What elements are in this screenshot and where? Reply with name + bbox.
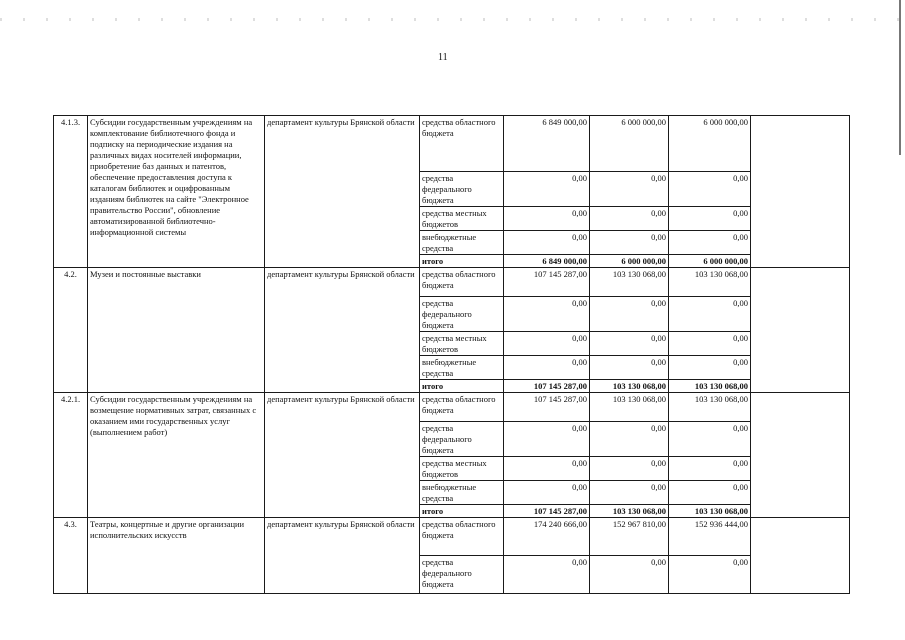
amount-cell: 0,00 (504, 172, 590, 207)
amount-cell: 174 240 666,00 (504, 518, 590, 556)
total-amount: 6 849 000,00 (504, 255, 590, 268)
row-executor: департамент культуры Брянской области (265, 116, 420, 268)
amount-cell: 0,00 (590, 231, 669, 255)
amount-cell: 0,00 (504, 422, 590, 457)
source-label: средства областного бюджета (420, 268, 504, 297)
amount-cell: 0,00 (504, 457, 590, 481)
empty-cell (751, 518, 850, 594)
amount-cell: 0,00 (590, 172, 669, 207)
amount-cell: 107 145 287,00 (504, 393, 590, 422)
source-label: средства областного бюджета (420, 116, 504, 172)
source-label: средства федерального бюджета (420, 422, 504, 457)
amount-cell: 0,00 (669, 422, 751, 457)
source-label: средства местных бюджетов (420, 332, 504, 356)
total-amount: 103 130 068,00 (590, 380, 669, 393)
source-label: средства областного бюджета (420, 518, 504, 556)
amount-cell: 6 000 000,00 (590, 116, 669, 172)
source-label: средства федерального бюджета (420, 556, 504, 594)
amount-cell: 0,00 (504, 481, 590, 505)
amount-cell: 0,00 (669, 207, 751, 231)
amount-cell: 0,00 (504, 207, 590, 231)
source-label: средства федерального бюджета (420, 297, 504, 332)
amount-cell: 0,00 (590, 556, 669, 594)
row-code: 4.2.1. (54, 393, 88, 518)
amount-cell: 0,00 (669, 556, 751, 594)
source-label: внебюджетные средства (420, 231, 504, 255)
row-code: 4.1.3. (54, 116, 88, 268)
amount-cell: 152 967 810,00 (590, 518, 669, 556)
amount-cell: 0,00 (669, 457, 751, 481)
table-row (54, 268, 850, 297)
source-label: средства областного бюджета (420, 393, 504, 422)
amount-cell: 0,00 (504, 356, 590, 380)
amount-cell: 0,00 (504, 332, 590, 356)
source-label: внебюджетные средства (420, 356, 504, 380)
scan-artifact-dots (0, 18, 905, 21)
amount-cell: 0,00 (590, 422, 669, 457)
table-row (54, 393, 850, 422)
amount-cell: 0,00 (590, 332, 669, 356)
amount-cell: 6 000 000,00 (669, 116, 751, 172)
row-name: Музеи и постоянные выставки (88, 268, 265, 393)
total-amount: 6 000 000,00 (590, 255, 669, 268)
source-label: итого (420, 380, 504, 393)
source-label: внебюджетные средства (420, 481, 504, 505)
amount-cell: 0,00 (669, 297, 751, 332)
amount-cell: 0,00 (590, 207, 669, 231)
source-label: итого (420, 505, 504, 518)
total-amount: 103 130 068,00 (590, 505, 669, 518)
source-label: средства местных бюджетов (420, 207, 504, 231)
row-code: 4.2. (54, 268, 88, 393)
amount-cell: 0,00 (590, 297, 669, 332)
table-row (54, 116, 850, 172)
row-name: Театры, концертные и другие организации исполнительских искусств (88, 518, 265, 594)
amount-cell: 0,00 (669, 172, 751, 207)
amount-cell: 0,00 (504, 297, 590, 332)
amount-cell: 103 130 068,00 (669, 393, 751, 422)
table-row (54, 518, 850, 556)
amount-cell: 152 936 444,00 (669, 518, 751, 556)
amount-cell: 0,00 (590, 481, 669, 505)
total-amount: 107 145 287,00 (504, 380, 590, 393)
row-executor: департамент культуры Брянской области (265, 268, 420, 393)
amount-cell: 103 130 068,00 (590, 393, 669, 422)
source-label: средства федерального бюджета (420, 172, 504, 207)
source-label: средства местных бюджетов (420, 457, 504, 481)
total-amount: 6 000 000,00 (669, 255, 751, 268)
empty-cell (751, 268, 850, 393)
amount-cell: 0,00 (669, 332, 751, 356)
page-number: 11 (438, 52, 448, 63)
empty-cell (751, 116, 850, 268)
scan-artifact-edge (899, 0, 901, 155)
empty-cell (751, 393, 850, 518)
amount-cell: 0,00 (669, 231, 751, 255)
amount-cell: 0,00 (590, 356, 669, 380)
row-executor: департамент культуры Брянской области (265, 393, 420, 518)
amount-cell: 6 849 000,00 (504, 116, 590, 172)
row-code: 4.3. (54, 518, 88, 594)
total-amount: 107 145 287,00 (504, 505, 590, 518)
row-name: Субсидии государственным учреждениям на комплектование библиотечного фонда и подписку на периодические издания на различных видах носителей информации, приобретение баз данных и патентов, обеспечение предоставления доступа к каталогам библиотек и оцифрованным изданиям библиотек на сайте "Электронное правительство России", обновление автоматизированной библиотечно-информационной системы (88, 116, 265, 268)
total-amount: 103 130 068,00 (669, 380, 751, 393)
total-amount: 103 130 068,00 (669, 505, 751, 518)
amount-cell: 0,00 (669, 481, 751, 505)
amount-cell: 0,00 (504, 231, 590, 255)
row-executor: департамент культуры Брянской области (265, 518, 420, 594)
amount-cell: 103 130 068,00 (669, 268, 751, 297)
amount-cell: 0,00 (504, 556, 590, 594)
source-label: итого (420, 255, 504, 268)
amount-cell: 0,00 (669, 356, 751, 380)
amount-cell: 0,00 (590, 457, 669, 481)
amount-cell: 107 145 287,00 (504, 268, 590, 297)
budget-table (53, 115, 850, 594)
row-name: Субсидии государственным учреждениям на возмещение нормативных затрат, связанных с оказанием ими государственных услуг (выполнением работ) (88, 393, 265, 518)
amount-cell: 103 130 068,00 (590, 268, 669, 297)
